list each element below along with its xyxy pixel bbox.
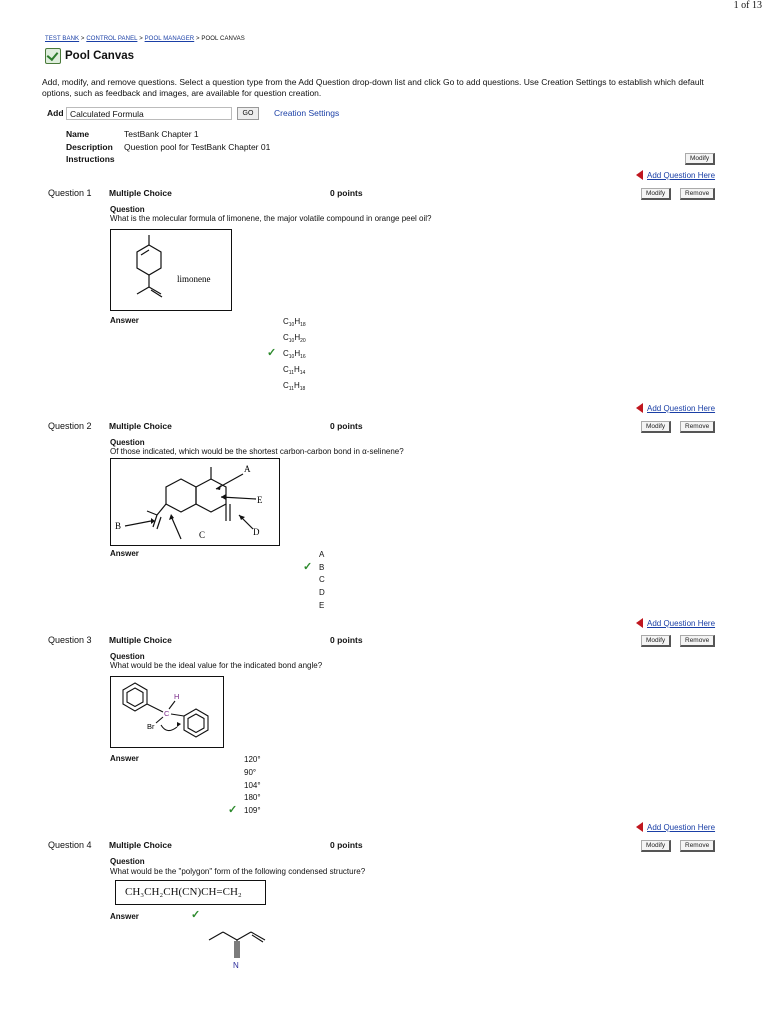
nitrogen-label: N [233, 961, 239, 970]
remove-button[interactable]: Remove [680, 421, 715, 433]
question-type: Multiple Choice [109, 188, 172, 198]
question-text: What would be the "polygon" form of the following condensed structure? [110, 867, 366, 876]
name-label: Name [66, 129, 90, 139]
label-a: A [244, 464, 251, 474]
instructions-label: Instructions [66, 154, 115, 164]
label-b: B [115, 521, 122, 531]
answer-choice: 104° [244, 781, 261, 790]
question-heading: Question [110, 205, 145, 214]
add-question-here-label: Add Question Here [647, 822, 716, 832]
selinene-structure-image [110, 458, 280, 546]
bond-angle-structure-image [110, 676, 224, 748]
add-question-here-label: Add Question Here [647, 170, 716, 180]
red-arrow-icon [636, 618, 643, 628]
label-e: E [257, 495, 263, 505]
question-type: Multiple Choice [109, 421, 172, 431]
correct-check-icon: ✓ [303, 561, 313, 573]
red-arrow-icon [636, 822, 643, 832]
correct-check-icon: ✓ [267, 347, 277, 359]
limonene-structure-drawing [111, 230, 230, 309]
bond-angle-structure-drawing [111, 677, 222, 746]
condensed-structure-image: CH₃CH₂CH(CN)CH=CH₂ [115, 880, 266, 905]
label-d: D [253, 527, 260, 537]
add-question-here-link[interactable] [636, 822, 715, 832]
answer-choice: 90° [244, 768, 257, 777]
modify-button[interactable]: Modify [641, 188, 671, 200]
name-value: TestBank Chapter 1 [124, 129, 199, 139]
answer-choice: $C_{10}H_{18}$ [283, 317, 306, 328]
label-h: H [174, 692, 180, 701]
add-question-here-link[interactable] [636, 170, 715, 180]
answer-choice-correct: $C_{10}H_{16}$ [283, 349, 306, 360]
remove-button[interactable]: Remove [680, 188, 715, 200]
answer-choice-correct: B [319, 563, 325, 572]
correct-check-icon: ✓ [228, 804, 238, 816]
go-button[interactable]: GO [237, 107, 259, 120]
intro-text: Add, modify, and remove questions. Select a question type from the Add Question drop-down list and click Go to add questions. Use Creation Settings to establish which default options, such as feedback and images, are available for question creation. [42, 77, 704, 98]
question-type: Multiple Choice [109, 635, 172, 645]
question-heading: Question [110, 652, 145, 661]
add-question-here-link[interactable] [636, 403, 715, 413]
description-label: Description [66, 142, 113, 152]
question-number: Question 2 [48, 421, 92, 431]
question-number: Question 4 [48, 840, 92, 850]
add-label: Add [47, 108, 64, 118]
red-arrow-icon [636, 170, 643, 180]
question-heading: Question [110, 857, 145, 866]
question-number: Question 3 [48, 635, 92, 645]
question-type-select[interactable]: Calculated Formula [66, 107, 232, 120]
question-number: Question 1 [48, 188, 92, 198]
remove-button[interactable]: Remove [680, 635, 715, 647]
creation-settings-link[interactable]: Creation Settings [274, 108, 340, 118]
answer-heading: Answer [110, 912, 139, 921]
breadcrumb-test-bank[interactable]: TEST BANK [45, 36, 80, 42]
breadcrumb-separator: > [196, 36, 200, 42]
question-points: 0 points [330, 635, 363, 645]
question-text: Of those indicated, which would be the shortest carbon-carbon bond in α-selinene? [110, 447, 404, 456]
label-c: C [164, 709, 170, 718]
question-points: 0 points [330, 421, 363, 431]
add-question-here-link[interactable] [636, 618, 715, 628]
answer-choice: E [319, 601, 325, 610]
breadcrumb-control-panel[interactable]: CONTROL PANEL [86, 36, 138, 42]
question-text: What would be the ideal value for the indicated bond angle? [110, 661, 323, 670]
breadcrumb-current: POOL CANVAS [201, 36, 245, 42]
breadcrumb [45, 36, 245, 42]
add-question-here-label: Add Question Here [647, 618, 716, 628]
answer-heading: Answer [110, 549, 139, 558]
question-text: What is the molecular formula of limonene, the major volatile compound in orange peel oil? [110, 214, 432, 223]
answer-choice: A [319, 550, 325, 559]
modify-button[interactable]: Modify [641, 635, 671, 647]
selinene-structure-drawing [111, 459, 278, 544]
add-question-here-label: Add Question Here [647, 403, 716, 413]
description-value: Question pool for TestBank Chapter 01 [124, 142, 271, 152]
answer-choice: $C_{10}H_{20}$ [283, 333, 306, 344]
limonene-label: limonene [177, 274, 211, 284]
modify-button[interactable]: Modify [641, 421, 671, 433]
answer-choice: $C_{11}H_{14}$ [283, 365, 306, 376]
modify-pool-button[interactable]: Modify [685, 153, 715, 165]
answer-heading: Answer [110, 754, 139, 763]
breadcrumb-pool-manager[interactable]: POOL MANAGER [144, 36, 195, 42]
label-br: Br [147, 722, 155, 731]
modify-button[interactable]: Modify [641, 840, 671, 852]
limonene-structure-image [110, 229, 232, 311]
answer-choice: 180° [244, 793, 261, 802]
page-title-row [45, 48, 134, 64]
breadcrumb-separator: > [139, 36, 143, 42]
question-type: Multiple Choice [109, 840, 172, 850]
correct-check-icon: ✓ [191, 909, 201, 921]
answer-heading: Answer [110, 316, 139, 325]
remove-button[interactable]: Remove [680, 840, 715, 852]
page-title: Pool Canvas [65, 50, 135, 62]
question-points: 0 points [330, 188, 363, 198]
answer-choice: 120° [244, 755, 261, 764]
label-c: C [199, 530, 206, 540]
answer-choice-correct: 109° [244, 806, 261, 815]
question-points: 0 points [330, 840, 363, 850]
answer-choice: C [319, 575, 325, 584]
breadcrumb-separator: > [80, 36, 85, 42]
checklist-icon [45, 48, 61, 64]
page-counter: 1 of 13 [733, 0, 762, 11]
question-heading: Question [110, 438, 145, 447]
answer-choice: D [319, 588, 325, 597]
polygon-structure-drawing [205, 924, 275, 972]
red-arrow-icon [636, 403, 643, 413]
answer-choice: $C_{11}H_{18}$ [283, 381, 306, 392]
